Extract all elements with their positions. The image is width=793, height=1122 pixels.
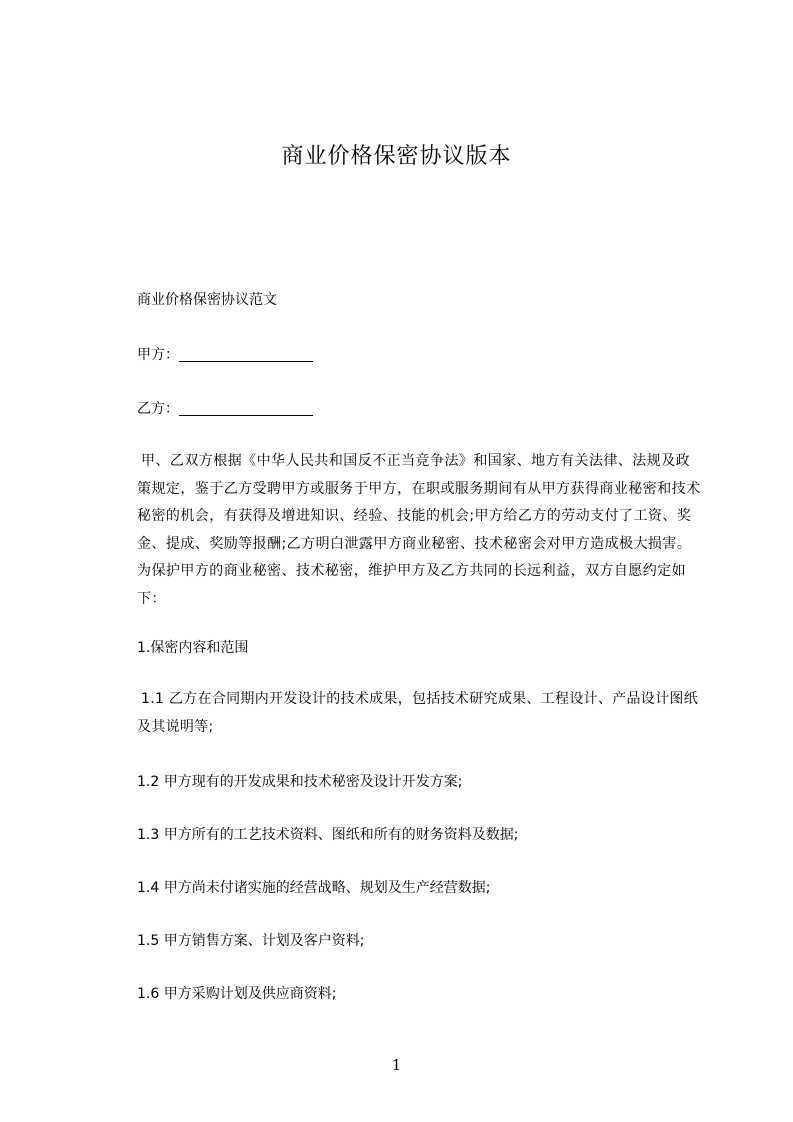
page-number: 1 [391,1056,402,1074]
clause-1-3: 1.3 甲方所有的工艺技术资料、图纸和所有的财务资料及数据; [137,827,519,843]
document-title: 商业价格保密协议版本 [281,144,512,169]
intro-paragraph: 甲、乙双方根据《中华人民共和国反不正当竞争法》和国家、地方有关法律、法规及政策规定，鉴于乙方受聘甲方或服务于甲方，在职或服务期间有从甲方获得商业秘密和技术秘密的机会，有获得及增进知识、经验、技能的机会;甲方给乙方的劳动支付了工资、奖金、提成、奖励等报酬;乙方明白泄露甲方商业秘密、技术秘密会对甲方造成极大损害。为保护甲方的商业秘密、技术秘密，维护甲方及乙方共同的长远利益，双方自愿约定如下： [137,453,701,607]
clause-1-5: 1.5 甲方销售方案、计划及客户资料; [137,933,365,949]
document-subtitle: 商业价格保密协议范文 [137,292,277,308]
party-a-blank [179,347,313,362]
party-b-blank [179,401,313,416]
clause-1-2: 1.2 甲方现有的开发成果和技术秘密及设计开发方案; [137,774,463,790]
clause-1-6: 1.6 甲方采购计划及供应商资料; [137,986,337,1002]
party-a-line [137,345,313,365]
clause-1-1: 1.1 乙方在合同期内开发设计的技术成果，包括技术研究成果、工程设计、产品设计图纸及其说明等; [137,691,699,735]
section-1-heading: 1.保密内容和范围 [137,640,249,656]
party-b-line [137,399,313,419]
party-a-label: 甲方： [137,347,179,363]
clause-1-4: 1.4 甲方尚未付诸实施的经营战略、规划及生产经营数据; [137,880,491,896]
party-b-label: 乙方： [137,401,179,417]
